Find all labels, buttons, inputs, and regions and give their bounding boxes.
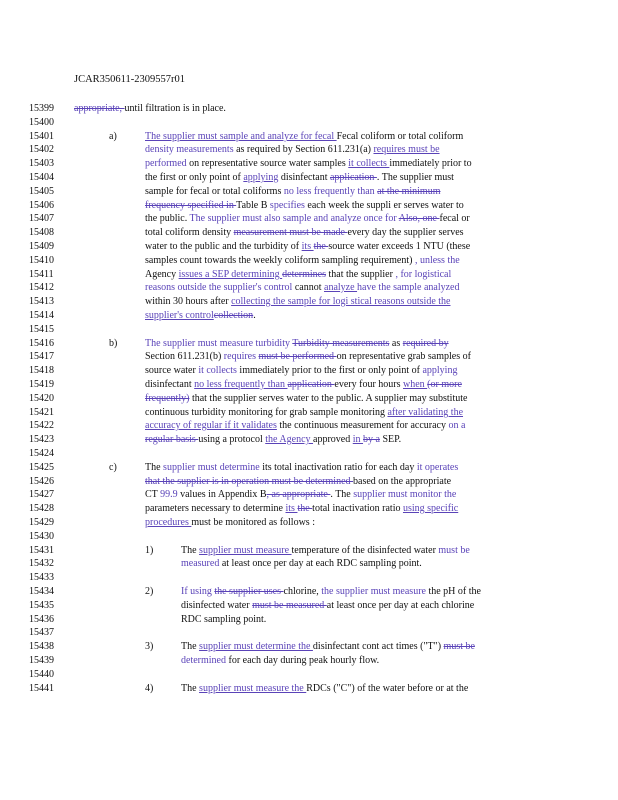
deleted-text: regular basis [145,434,199,445]
line-15434 [0,586,618,597]
line-15429 [0,517,618,528]
line-number: 15415 [29,324,54,335]
line-number: 15439 [29,655,54,666]
deleted-text: application [287,379,335,390]
deleted-text: collection [213,310,254,321]
inserted-text: performed [145,158,187,169]
text-run: Fecal coliform or total coliform [336,131,464,142]
text-run: . The supplier must [376,172,454,183]
line-number: 15422 [29,420,54,431]
line-text [181,655,379,666]
line-text [145,338,449,349]
item-label: c) [109,462,117,473]
inserted-text: specifies [269,200,305,211]
line-number: 15399 [29,103,54,114]
text-run: fecal or [439,213,470,224]
line-15425 [0,462,618,473]
inserted-text: supplier's control [145,310,214,321]
line-number: 15431 [29,545,54,556]
line-number: 15402 [29,144,54,155]
line-15440 [0,669,618,680]
line-15423 [0,434,618,445]
line-text [145,144,440,155]
inserted-text: supplier must determine the [199,641,313,652]
text-run: must be monitored as follows : [191,517,315,528]
line-15432 [0,558,618,569]
text-run: total coliform density [145,227,234,238]
text-run: the pH of the [425,586,481,597]
line-15427 [0,489,618,500]
inserted-text: on a [448,420,466,431]
inserted-text: supplier must measure [199,545,292,556]
text-run: total inactivation ratio [312,503,403,514]
line-text [181,683,468,694]
text-run: continuous turbidity monitoring for grab sample monitoring [145,407,388,418]
text-run: that the supplier [326,269,396,280]
line-text [145,462,458,473]
text-run: source water [145,365,199,376]
line-number: 15440 [29,669,54,680]
line-text [145,393,467,404]
line-number: 15419 [29,379,54,390]
text-run: for each day during peak hourly flow. [225,655,380,666]
text-run: source water exceeds 1 NTU (these [328,241,471,252]
line-text [145,351,471,362]
text-run: disinfectant [278,172,330,183]
text-run: every day the supplier serves [347,227,464,238]
line-15431 [0,545,618,556]
inserted-text: it collects [348,158,390,169]
text-run: as [389,338,403,349]
text-run: Table B [236,200,270,211]
text-run: at least once per day at each chlorine [326,600,475,611]
line-text [74,103,226,114]
deleted-text: , as appropriate [266,489,331,500]
line-text [145,365,457,376]
text-run: on representative grab samples of [336,351,471,362]
text-run: water to the public and the turbidity of [145,241,302,252]
line-number: 15434 [29,586,54,597]
line-text [145,131,463,142]
line-number: 15416 [29,338,54,349]
line-text [145,269,451,280]
inserted-text: its [285,503,298,514]
line-15402 [0,144,618,155]
text-run: using a protocol [198,434,266,445]
line-number: 15426 [29,476,54,487]
deleted-text: the supplier uses [214,586,284,597]
line-15428 [0,503,618,514]
line-number: 15438 [29,641,54,652]
line-text [145,407,463,418]
text-run: every four hours [334,379,403,390]
deleted-text: the [313,241,329,252]
inserted-text: if it validates [224,420,277,431]
deleted-text: appropriate, [74,103,125,114]
inserted-text: density measurements [145,144,234,155]
text-run: cannot [292,282,324,293]
text-run: disinfectant [145,379,195,390]
text-run: SEP. [379,434,402,445]
deleted-text: Turbidity measurements [292,338,390,349]
inserted-text: it operates [416,462,459,473]
line-text [181,558,422,569]
line-text [145,420,465,431]
line-15412 [0,282,618,293]
inserted-text: supplier must measure the [199,683,307,694]
text-run: Section 611.231(b) [145,351,224,362]
inserted-text: in [352,434,364,445]
line-text [145,158,472,169]
line-text [145,503,458,514]
line-number: 15413 [29,296,54,307]
inserted-text: no less frequently than [194,379,288,390]
line-number: 15425 [29,462,54,473]
line-text [145,282,460,293]
text-run: disinfectant cont act times ("T") [312,641,444,652]
text-run: its total inactivation ratio for each day [259,462,417,473]
inserted-text: , unless the [414,255,460,266]
text-run: samples count towards the weekly coliform sampling requirement) [145,255,415,266]
text-run: values in Appendix B [177,489,267,500]
line-15413 [0,296,618,307]
item-label: b) [109,338,118,349]
line-15417 [0,351,618,362]
document-header: JCAR350611-2309557r01 [74,74,186,85]
line-number: 15429 [29,517,54,528]
line-15415 [0,324,618,335]
text-run: . [253,310,256,321]
item-label: 3) [145,641,154,652]
line-15407 [0,213,618,224]
inserted-text: 99.9 [160,489,178,500]
line-number: 15421 [29,407,54,418]
text-run: immediately prior to the first or only point of [236,365,423,376]
line-15436 [0,614,618,625]
inserted-text: when [403,379,428,390]
line-number: 15409 [29,241,54,252]
line-number: 15432 [29,558,54,569]
deleted-text: required by [402,338,449,349]
line-text [181,600,474,611]
text-run: that the supplier serves water to the public. A supplier may substitute [189,393,468,404]
text-run: RDCs ("C") of the water before or at the [306,683,469,694]
inserted-text: accuracy of regular [145,420,225,431]
deleted-text: the [297,503,313,514]
inserted-text: The supplier must also sample and analyze once for [189,213,399,224]
line-15409 [0,241,618,252]
line-15418 [0,365,618,376]
deleted-text: measurement must be made [233,227,348,238]
line-15420 [0,393,618,404]
deleted-text: must be measured [252,600,327,611]
text-run: . The [330,489,354,500]
text-run: parameters necessary to determine [145,503,286,514]
text-run: each week the suppli er serves water to [304,200,464,211]
deleted-text: by a [363,434,380,445]
line-text [145,186,440,197]
inserted-text: it collects [198,365,237,376]
item-label: 1) [145,545,154,556]
item-label: a) [109,131,117,142]
line-15401 [0,131,618,142]
line-number: 15417 [29,351,54,362]
inserted-text: supplier must monitor the [353,489,457,500]
deleted-text: (or more [427,379,462,390]
line-15439 [0,655,618,666]
text-run: immediately prior to [389,158,472,169]
text-run: on representative source water samples [186,158,349,169]
line-text [145,296,450,307]
line-text [145,434,401,445]
line-number: 15424 [29,448,54,459]
line-text [181,586,481,597]
inserted-text: If using [181,586,215,597]
text-run: temperature of the disinfected water [291,545,439,556]
deleted-text: frequency specified in [145,200,237,211]
item-label: 4) [145,683,154,694]
text-run: the continuous measurement for accuracy [276,420,449,431]
line-number: 15414 [29,310,54,321]
deleted-text: Also, one [398,213,440,224]
line-15426 [0,476,618,487]
text-run: The [181,641,200,652]
line-number: 15437 [29,627,54,638]
inserted-text: , for logistical [395,269,452,280]
line-number: 15400 [29,117,54,128]
text-run: sample for fecal or total coliforms [145,186,284,197]
inserted-text: measured [181,558,220,569]
deleted-text: frequently) [145,393,190,404]
text-run: the public. [145,213,190,224]
inserted-text: requires must be [373,144,440,155]
line-15408 [0,227,618,238]
text-run: The [181,545,200,556]
line-15404 [0,172,618,183]
text-run: RDC sampling point. [181,614,267,625]
line-number: 15406 [29,200,54,211]
inserted-text: reasons outside the supplier's control [145,282,293,293]
inserted-text: The supplier must sample and analyze for fecal [145,131,337,142]
deleted-text: determines [282,269,326,280]
line-15422 [0,420,618,431]
line-number: 15435 [29,600,54,611]
line-15441 [0,683,618,694]
text-run: CT [145,489,161,500]
inserted-text: collecting the sample for logi stical reasons outside the [231,296,451,307]
line-number: 15403 [29,158,54,169]
item-label: 2) [145,586,154,597]
line-number: 15401 [29,131,54,142]
line-text [181,641,475,652]
inserted-text: the Agency [265,434,314,445]
text-run: Agency [145,269,179,280]
line-text [181,545,470,556]
line-15410 [0,255,618,266]
text-run: The [181,683,200,694]
line-number: 15428 [29,503,54,514]
line-number: 15423 [29,434,54,445]
line-number: 15407 [29,213,54,224]
text-run: disinfected water [181,600,253,611]
inserted-text: procedures [145,517,192,528]
line-text [145,172,454,183]
line-15414 [0,310,618,321]
text-run: The [145,462,164,473]
line-text [145,227,464,238]
inserted-text: must be [438,545,470,556]
line-text [145,517,315,528]
line-15419 [0,379,618,390]
inserted-text: the supplier must measure [321,586,426,597]
text-run: approved [313,434,353,445]
deleted-text: application [329,172,377,183]
line-text [145,241,470,252]
deleted-text: must be [443,641,475,652]
text-run: chlorine, [283,586,322,597]
inserted-text: its [301,241,314,252]
text-run: the first or only point of [145,172,244,183]
text-run: as required by Section 611.231(a) [233,144,374,155]
inserted-text: issues a SEP determining [178,269,283,280]
line-15438 [0,641,618,652]
line-text [145,213,470,224]
line-15437 [0,627,618,638]
inserted-text: analyze [324,282,358,293]
line-number: 15418 [29,365,54,376]
inserted-text: supplier must determine [163,462,260,473]
inserted-text: have the sample analyzed [357,282,460,293]
line-text [145,476,451,487]
line-number: 15405 [29,186,54,197]
line-15424 [0,448,618,459]
inserted-text: determined [181,655,226,666]
line-15400 [0,117,618,128]
line-text [145,379,462,390]
line-15430 [0,531,618,542]
line-15421 [0,407,618,418]
line-number: 15433 [29,572,54,583]
line-15411 [0,269,618,280]
deleted-text: must be performed [258,351,337,362]
line-15416 [0,338,618,349]
line-15406 [0,200,618,211]
line-text [145,310,256,321]
inserted-text: no less frequently than [283,186,378,197]
text-run: until filtration is in place. [124,103,226,114]
text-run: within 30 hours after [145,296,232,307]
inserted-text: requires [223,351,259,362]
line-number: 15411 [29,269,54,280]
line-15435 [0,600,618,611]
line-number: 15408 [29,227,54,238]
text-run: based on the appropriate [353,476,452,487]
line-text [181,614,266,625]
line-text [145,200,464,211]
inserted-text: applying [422,365,458,376]
line-text [145,255,460,266]
line-15403 [0,158,618,169]
text-run: at least once per day at each RDC sampling point. [219,558,422,569]
line-number: 15412 [29,282,54,293]
deleted-text: at the minimum [377,186,441,197]
line-number: 15430 [29,531,54,542]
inserted-text: using specific [402,503,459,514]
line-number: 15436 [29,614,54,625]
line-text [145,489,456,500]
deleted-text: that the supplier is in operation must be determined [145,476,354,487]
line-number: 15427 [29,489,54,500]
line-number: 15420 [29,393,54,404]
line-15433 [0,572,618,583]
line-number: 15404 [29,172,54,183]
inserted-text: after validating the [387,407,464,418]
line-number: 15410 [29,255,54,266]
line-15405 [0,186,618,197]
line-number: 15441 [29,683,54,694]
inserted-text: The supplier must measure turbidity [145,338,293,349]
line-15399 [0,103,618,114]
inserted-text: applying [243,172,279,183]
